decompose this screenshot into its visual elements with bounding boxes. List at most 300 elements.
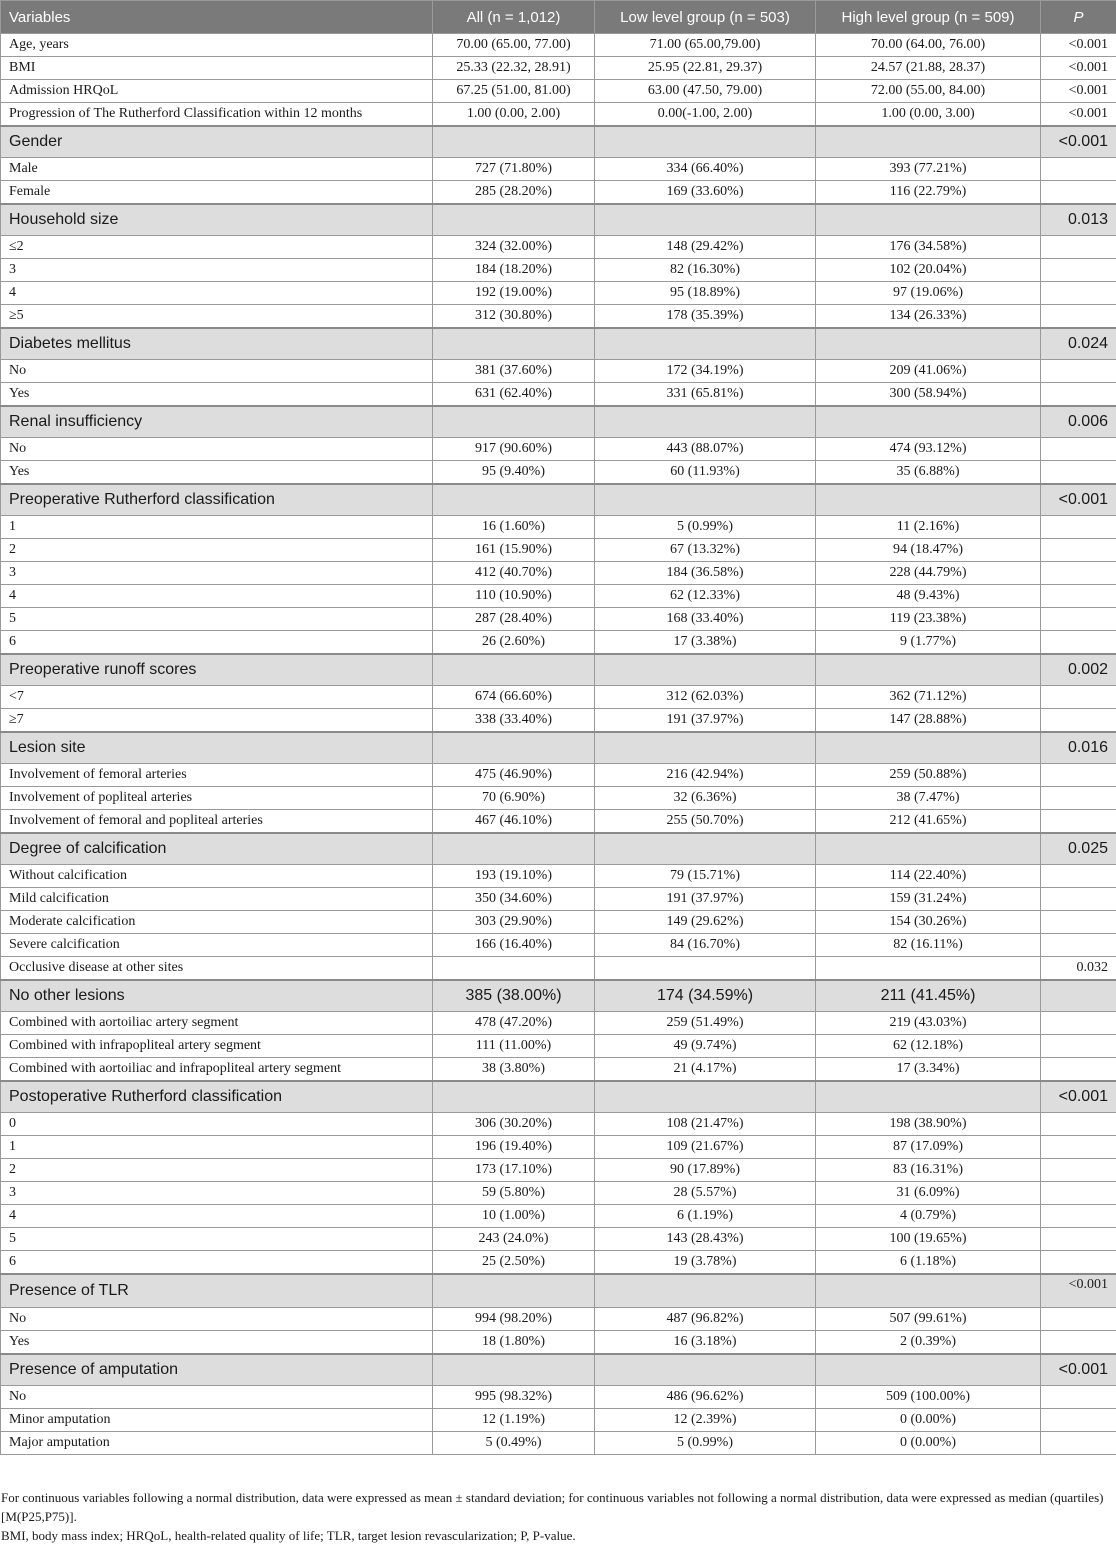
cell-low-level: 184 (36.58%): [595, 562, 816, 585]
cell-p-value: [1041, 585, 1116, 608]
cell-all: [433, 833, 595, 865]
cell-variable: 6: [1, 1251, 433, 1275]
cell-variable: 2: [1, 539, 433, 562]
cell-variable: <7: [1, 686, 433, 709]
cell-low-level: 95 (18.89%): [595, 282, 816, 305]
cell-variable: 6: [1, 631, 433, 655]
cell-high-level: 48 (9.43%): [816, 585, 1041, 608]
cell-variable: No: [1, 1386, 433, 1409]
cell-high-level: 212 (41.65%): [816, 810, 1041, 834]
header-variables: Variables: [1, 1, 433, 34]
cell-all: [433, 732, 595, 764]
cell-low-level: 191 (37.97%): [595, 709, 816, 733]
cell-high-level: 134 (26.33%): [816, 305, 1041, 329]
cell-p-value: <0.001: [1041, 103, 1116, 127]
table-section-row: [1, 732, 1116, 764]
cell-high-level: 0 (0.00%): [816, 1432, 1041, 1455]
cell-high-level: [816, 126, 1041, 158]
cell-low-level: 79 (15.71%): [595, 865, 816, 888]
cell-variable: 4: [1, 585, 433, 608]
table-row: [1, 686, 1116, 709]
cell-high-level: [816, 328, 1041, 360]
cell-all: 166 (16.40%): [433, 934, 595, 957]
cell-all: 381 (37.60%): [433, 360, 595, 383]
cell-p-value: [1041, 1409, 1116, 1432]
footnote-abbreviations: BMI, body mass index; HRQoL, health-related quality of life; TLR, target lesion revascularization; P, P-value.: [0, 1526, 1116, 1545]
cell-low-level: 84 (16.70%): [595, 934, 816, 957]
cell-variable: Severe calcification: [1, 934, 433, 957]
table-row: [1, 259, 1116, 282]
cell-all: 674 (66.60%): [433, 686, 595, 709]
cell-p-value: [1041, 1205, 1116, 1228]
cell-p-value: [1041, 516, 1116, 539]
cell-p-value: [1041, 980, 1116, 1012]
table-row: [1, 934, 1116, 957]
cell-variable: 0: [1, 1113, 433, 1136]
table-row: [1, 1182, 1116, 1205]
cell-variable: 5: [1, 608, 433, 631]
cell-p-value: [1041, 360, 1116, 383]
cell-low-level: 487 (96.82%): [595, 1308, 816, 1331]
cell-high-level: 62 (12.18%): [816, 1035, 1041, 1058]
cell-all: 18 (1.80%): [433, 1331, 595, 1355]
cell-p-value: [1041, 1058, 1116, 1082]
cell-high-level: 38 (7.47%): [816, 787, 1041, 810]
table-row: [1, 608, 1116, 631]
table-row: [1, 34, 1116, 57]
cell-variable: 4: [1, 282, 433, 305]
table-row: [1, 236, 1116, 259]
cell-all: [433, 654, 595, 686]
cell-p-value: [1041, 764, 1116, 787]
cell-all: [433, 1274, 595, 1308]
cell-all: 243 (24.0%): [433, 1228, 595, 1251]
cell-high-level: 94 (18.47%): [816, 539, 1041, 562]
cell-low-level: 16 (3.18%): [595, 1331, 816, 1355]
cell-high-level: 17 (3.34%): [816, 1058, 1041, 1082]
cell-high-level: 114 (22.40%): [816, 865, 1041, 888]
cell-p-value: [1041, 608, 1116, 631]
cell-all: 478 (47.20%): [433, 1012, 595, 1035]
cell-all: 350 (34.60%): [433, 888, 595, 911]
cell-variable: Occlusive disease at other sites: [1, 957, 433, 981]
table-row: [1, 1432, 1116, 1455]
table-row: [1, 888, 1116, 911]
cell-high-level: 83 (16.31%): [816, 1159, 1041, 1182]
cell-variable: Progression of The Rutherford Classification within 12 months: [1, 103, 433, 127]
cell-high-level: [816, 1354, 1041, 1386]
cell-p-value: 0.024: [1041, 328, 1116, 360]
table-row: [1, 461, 1116, 485]
table-row: [1, 585, 1116, 608]
cell-p-value: [1041, 1182, 1116, 1205]
table-row: [1, 1386, 1116, 1409]
cell-p-value: [1041, 1136, 1116, 1159]
cell-all: 303 (29.90%): [433, 911, 595, 934]
cell-low-level: 63.00 (47.50, 79.00): [595, 80, 816, 103]
table-row: [1, 383, 1116, 407]
cell-all: 196 (19.40%): [433, 1136, 595, 1159]
table-row: [1, 709, 1116, 733]
cell-all: 70.00 (65.00, 77.00): [433, 34, 595, 57]
cell-all: 412 (40.70%): [433, 562, 595, 585]
cell-variable: Yes: [1, 1331, 433, 1355]
cell-high-level: 198 (38.90%): [816, 1113, 1041, 1136]
table-section-row: [1, 833, 1116, 865]
cell-all: [433, 328, 595, 360]
cell-p-value: [1041, 461, 1116, 485]
cell-all: 16 (1.60%): [433, 516, 595, 539]
header-low-level-group: Low level group (n = 503): [595, 1, 816, 34]
cell-p-value: [1041, 686, 1116, 709]
cell-variable: Major amputation: [1, 1432, 433, 1455]
cell-high-level: 159 (31.24%): [816, 888, 1041, 911]
cell-p-value: [1041, 1159, 1116, 1182]
cell-p-value: 0.006: [1041, 406, 1116, 438]
cell-all: 917 (90.60%): [433, 438, 595, 461]
cell-variable: Diabetes mellitus: [1, 328, 433, 360]
table-row: [1, 1035, 1116, 1058]
cell-high-level: 507 (99.61%): [816, 1308, 1041, 1331]
table-row: [1, 631, 1116, 655]
cell-all: 38 (3.80%): [433, 1058, 595, 1082]
cell-all: 26 (2.60%): [433, 631, 595, 655]
cell-variable: No other lesions: [1, 980, 433, 1012]
cell-all: 306 (30.20%): [433, 1113, 595, 1136]
cell-low-level: 191 (37.97%): [595, 888, 816, 911]
cell-all: 5 (0.49%): [433, 1432, 595, 1455]
cell-p-value: [1041, 236, 1116, 259]
cell-all: 110 (10.90%): [433, 585, 595, 608]
cell-p-value: <0.001: [1041, 1081, 1116, 1113]
table-row: [1, 1113, 1116, 1136]
cell-variable: Involvement of femoral and popliteal arteries: [1, 810, 433, 834]
cell-high-level: 0 (0.00%): [816, 1409, 1041, 1432]
table-row: [1, 158, 1116, 181]
cell-p-value: <0.001: [1041, 1354, 1116, 1386]
header-high-level-group: High level group (n = 509): [816, 1, 1041, 34]
cell-variable: Presence of TLR: [1, 1274, 433, 1308]
table-row: [1, 764, 1116, 787]
cell-variable: Combined with aortoiliac artery segment: [1, 1012, 433, 1035]
cell-variable: Age, years: [1, 34, 433, 57]
cell-variable: No: [1, 360, 433, 383]
cell-p-value: [1041, 282, 1116, 305]
cell-all: 67.25 (51.00, 81.00): [433, 80, 595, 103]
cell-p-value: [1041, 1432, 1116, 1455]
footnote-statistics: For continuous variables following a normal distribution, data were expressed as mean ± standard deviation; for continuous variables not following a normal distribution, data were expressed as median (quartiles) [M(P25,P75)].: [0, 1488, 1116, 1526]
cell-low-level: [595, 1274, 816, 1308]
cell-p-value: [1041, 888, 1116, 911]
table-row: [1, 539, 1116, 562]
table-row: [1, 1228, 1116, 1251]
cell-variable: 3: [1, 1182, 433, 1205]
cell-all: 95 (9.40%): [433, 461, 595, 485]
cell-all: [433, 406, 595, 438]
cell-low-level: 28 (5.57%): [595, 1182, 816, 1205]
table-row: [1, 1331, 1116, 1355]
header-p-value: P: [1041, 1, 1116, 34]
cell-low-level: 21 (4.17%): [595, 1058, 816, 1082]
cell-all: [433, 204, 595, 236]
cell-variable: 5: [1, 1228, 433, 1251]
header-all: All (n = 1,012): [433, 1, 595, 34]
cell-low-level: 0.00(-1.00, 2.00): [595, 103, 816, 127]
cell-variable: Without calcification: [1, 865, 433, 888]
cell-p-value: <0.001: [1041, 80, 1116, 103]
cell-variable: Mild calcification: [1, 888, 433, 911]
cell-low-level: 169 (33.60%): [595, 181, 816, 205]
cell-low-level: 19 (3.78%): [595, 1251, 816, 1275]
table-row: [1, 57, 1116, 80]
cell-low-level: 149 (29.62%): [595, 911, 816, 934]
table-row: [1, 787, 1116, 810]
cell-p-value: <0.001: [1041, 1274, 1116, 1308]
cell-p-value: 0.025: [1041, 833, 1116, 865]
cell-p-value: 0.002: [1041, 654, 1116, 686]
cell-variable: No: [1, 1308, 433, 1331]
cell-all: [433, 126, 595, 158]
cell-low-level: [595, 484, 816, 516]
cell-variable: Lesion site: [1, 732, 433, 764]
cell-variable: Degree of calcification: [1, 833, 433, 865]
table-row: [1, 282, 1116, 305]
cell-high-level: 72.00 (55.00, 84.00): [816, 80, 1041, 103]
cell-low-level: 71.00 (65.00,79.00): [595, 34, 816, 57]
cell-low-level: [595, 406, 816, 438]
cell-variable: ≥5: [1, 305, 433, 329]
cell-variable: BMI: [1, 57, 433, 80]
table-row: [1, 516, 1116, 539]
cell-high-level: [816, 957, 1041, 981]
cell-variable: 1: [1, 1136, 433, 1159]
cell-low-level: [595, 833, 816, 865]
cell-high-level: 362 (71.12%): [816, 686, 1041, 709]
cell-high-level: 474 (93.12%): [816, 438, 1041, 461]
cell-low-level: 32 (6.36%): [595, 787, 816, 810]
cell-all: 994 (98.20%): [433, 1308, 595, 1331]
cell-low-level: 12 (2.39%): [595, 1409, 816, 1432]
cell-high-level: [816, 1081, 1041, 1113]
cell-variable: Preoperative Rutherford classification: [1, 484, 433, 516]
cell-high-level: [816, 484, 1041, 516]
cell-high-level: 102 (20.04%): [816, 259, 1041, 282]
cell-low-level: 172 (34.19%): [595, 360, 816, 383]
cell-p-value: [1041, 1012, 1116, 1035]
cell-variable: Female: [1, 181, 433, 205]
cell-low-level: 82 (16.30%): [595, 259, 816, 282]
cell-all: 25 (2.50%): [433, 1251, 595, 1275]
table-row: [1, 80, 1116, 103]
cell-low-level: 5 (0.99%): [595, 1432, 816, 1455]
cell-high-level: [816, 732, 1041, 764]
cell-low-level: [595, 654, 816, 686]
cell-all: 631 (62.40%): [433, 383, 595, 407]
cell-variable: 2: [1, 1159, 433, 1182]
cell-p-value: 0.032: [1041, 957, 1116, 981]
cell-all: 338 (33.40%): [433, 709, 595, 733]
cell-p-value: [1041, 539, 1116, 562]
cell-low-level: 49 (9.74%): [595, 1035, 816, 1058]
cell-low-level: [595, 328, 816, 360]
cell-variable: Combined with aortoiliac and infrapopliteal artery segment: [1, 1058, 433, 1082]
cell-variable: Combined with infrapopliteal artery segment: [1, 1035, 433, 1058]
cell-p-value: [1041, 158, 1116, 181]
cell-low-level: 143 (28.43%): [595, 1228, 816, 1251]
table-row: [1, 181, 1116, 205]
cell-high-level: 2 (0.39%): [816, 1331, 1041, 1355]
cell-variable: ≥7: [1, 709, 433, 733]
table-row: [1, 103, 1116, 127]
cell-high-level: [816, 204, 1041, 236]
cell-low-level: 334 (66.40%): [595, 158, 816, 181]
cell-low-level: 443 (88.07%): [595, 438, 816, 461]
cell-all: 192 (19.00%): [433, 282, 595, 305]
cell-variable: Yes: [1, 461, 433, 485]
table-row: [1, 562, 1116, 585]
table-row: [1, 911, 1116, 934]
cell-low-level: 255 (50.70%): [595, 810, 816, 834]
cell-p-value: [1041, 911, 1116, 934]
cell-low-level: 486 (96.62%): [595, 1386, 816, 1409]
table-row: [1, 1058, 1116, 1082]
cell-low-level: 216 (42.94%): [595, 764, 816, 787]
cell-high-level: 219 (43.03%): [816, 1012, 1041, 1035]
cell-all: 12 (1.19%): [433, 1409, 595, 1432]
table-row: [1, 1205, 1116, 1228]
cell-high-level: 6 (1.18%): [816, 1251, 1041, 1275]
cell-high-level: 211 (41.45%): [816, 980, 1041, 1012]
cell-variable: 1: [1, 516, 433, 539]
table-row: [1, 1012, 1116, 1035]
cell-all: 10 (1.00%): [433, 1205, 595, 1228]
cell-variable: ≤2: [1, 236, 433, 259]
cell-high-level: 119 (23.38%): [816, 608, 1041, 631]
table-section-row: [1, 1274, 1116, 1308]
cell-all: [433, 484, 595, 516]
cell-p-value: <0.001: [1041, 126, 1116, 158]
cell-p-value: [1041, 1113, 1116, 1136]
table-section-row: [1, 484, 1116, 516]
cell-high-level: 100 (19.65%): [816, 1228, 1041, 1251]
cell-high-level: 31 (6.09%): [816, 1182, 1041, 1205]
cell-p-value: <0.001: [1041, 34, 1116, 57]
table-section-row: [1, 406, 1116, 438]
cell-high-level: 11 (2.16%): [816, 516, 1041, 539]
cell-high-level: [816, 654, 1041, 686]
cell-p-value: [1041, 305, 1116, 329]
cell-high-level: 97 (19.06%): [816, 282, 1041, 305]
cell-p-value: [1041, 562, 1116, 585]
cell-low-level: [595, 732, 816, 764]
cell-p-value: [1041, 181, 1116, 205]
cell-all: 324 (32.00%): [433, 236, 595, 259]
cell-low-level: [595, 1081, 816, 1113]
cell-all: 995 (98.32%): [433, 1386, 595, 1409]
cell-variable: Admission HRQoL: [1, 80, 433, 103]
cell-variable: Preoperative runoff scores: [1, 654, 433, 686]
cell-low-level: 108 (21.47%): [595, 1113, 816, 1136]
cell-p-value: 0.013: [1041, 204, 1116, 236]
cell-low-level: 331 (65.81%): [595, 383, 816, 407]
table-row: [1, 1308, 1116, 1331]
cell-low-level: 90 (17.89%): [595, 1159, 816, 1182]
cell-variable: Household size: [1, 204, 433, 236]
cell-variable: Presence of amputation: [1, 1354, 433, 1386]
table-section-row: [1, 204, 1116, 236]
cell-p-value: [1041, 1308, 1116, 1331]
cell-low-level: 67 (13.32%): [595, 539, 816, 562]
table-section-row: [1, 1354, 1116, 1386]
cell-low-level: 259 (51.49%): [595, 1012, 816, 1035]
cell-variable: 3: [1, 562, 433, 585]
cell-p-value: [1041, 383, 1116, 407]
cell-high-level: 24.57 (21.88, 28.37): [816, 57, 1041, 80]
cell-high-level: 176 (34.58%): [816, 236, 1041, 259]
cell-all: 161 (15.90%): [433, 539, 595, 562]
cell-all: 285 (28.20%): [433, 181, 595, 205]
table-body: [1, 34, 1116, 1455]
cell-high-level: 9 (1.77%): [816, 631, 1041, 655]
cell-p-value: [1041, 1331, 1116, 1355]
cell-p-value: [1041, 865, 1116, 888]
cell-high-level: 259 (50.88%): [816, 764, 1041, 787]
cell-all: 1.00 (0.00, 2.00): [433, 103, 595, 127]
cell-high-level: 154 (30.26%): [816, 911, 1041, 934]
cell-high-level: [816, 833, 1041, 865]
cell-p-value: [1041, 709, 1116, 733]
cell-low-level: [595, 957, 816, 981]
table-section-row: [1, 328, 1116, 360]
cell-variable: Minor amputation: [1, 1409, 433, 1432]
cell-low-level: 25.95 (22.81, 29.37): [595, 57, 816, 80]
cell-high-level: 82 (16.11%): [816, 934, 1041, 957]
cell-p-value: <0.001: [1041, 484, 1116, 516]
cell-low-level: 6 (1.19%): [595, 1205, 816, 1228]
cell-high-level: 147 (28.88%): [816, 709, 1041, 733]
cell-p-value: [1041, 438, 1116, 461]
table-row: [1, 957, 1116, 981]
cell-all: 467 (46.10%): [433, 810, 595, 834]
cell-variable: Renal insufficiency: [1, 406, 433, 438]
cell-variable: Involvement of popliteal arteries: [1, 787, 433, 810]
cell-low-level: [595, 126, 816, 158]
cell-all: 173 (17.10%): [433, 1159, 595, 1182]
cell-variable: Moderate calcification: [1, 911, 433, 934]
table-row: [1, 305, 1116, 329]
cell-p-value: [1041, 631, 1116, 655]
cell-low-level: [595, 1354, 816, 1386]
cell-all: 184 (18.20%): [433, 259, 595, 282]
cell-high-level: 228 (44.79%): [816, 562, 1041, 585]
cell-high-level: 209 (41.06%): [816, 360, 1041, 383]
cell-all: 25.33 (22.32, 28.91): [433, 57, 595, 80]
cell-variable: Postoperative Rutherford classification: [1, 1081, 433, 1113]
cell-all: [433, 1081, 595, 1113]
cell-high-level: [816, 406, 1041, 438]
cell-p-value: [1041, 1035, 1116, 1058]
table-section-row: [1, 980, 1116, 1012]
cell-high-level: 116 (22.79%): [816, 181, 1041, 205]
cell-low-level: 174 (34.59%): [595, 980, 816, 1012]
cell-variable: 4: [1, 1205, 433, 1228]
cell-low-level: 60 (11.93%): [595, 461, 816, 485]
cell-high-level: 87 (17.09%): [816, 1136, 1041, 1159]
cell-p-value: [1041, 787, 1116, 810]
cell-all: [433, 957, 595, 981]
table-row: [1, 360, 1116, 383]
cell-high-level: 300 (58.94%): [816, 383, 1041, 407]
